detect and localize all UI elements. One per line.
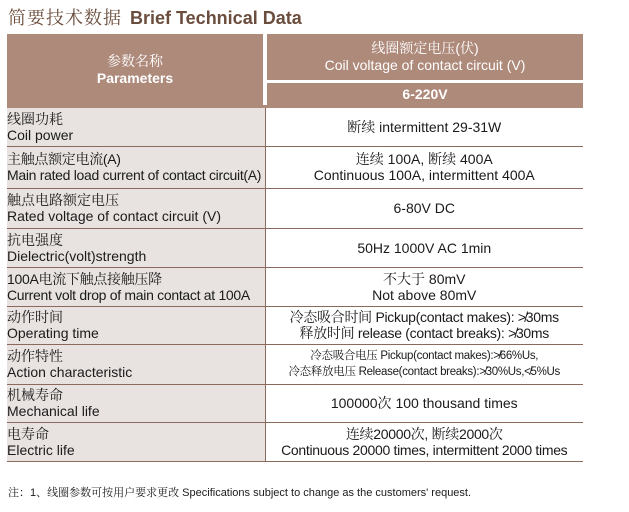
- value-line-1: 100000次 100 thousand times: [330, 395, 518, 411]
- table-row: [7, 384, 583, 422]
- value-line-1: 冷态吸合时间 Pickup(contact makes): ≯30ms: [289, 309, 559, 325]
- parameter-en: Electric life: [7, 441, 75, 458]
- parameter-cell: [7, 267, 265, 306]
- parameter-cn: 线圈功耗: [7, 110, 63, 127]
- parameter-cn: 100A电流下触点接触压降: [7, 270, 162, 287]
- parameter-cn: 电寿命: [7, 425, 49, 442]
- coil-voltage-header-cn: 线圈额定电压(伏): [371, 40, 479, 56]
- value-line-2: 冷态释放电压 Release(contact breaks):≯30%Us,≮5%Us: [288, 366, 560, 378]
- parameter-cn: 主触点额定电流(A): [7, 151, 121, 167]
- value-line-2: 释放时间 release (contact breaks): ≯30ms: [299, 325, 549, 341]
- value-cell: [265, 422, 583, 461]
- value-line-1: 不大于 80mV: [383, 270, 466, 287]
- parameter-cell: [7, 108, 265, 146]
- parameter-cell: [7, 422, 265, 461]
- value-cell: [265, 384, 583, 422]
- parameter-cn: 动作特性: [7, 348, 63, 364]
- table-row: [7, 344, 583, 384]
- title-chinese: 简要技术数据: [8, 8, 122, 28]
- parameter-en: Operating time: [7, 325, 99, 341]
- parameters-header-en: Parameters: [96, 69, 174, 86]
- parameter-en: Action characteristic: [7, 364, 133, 380]
- table-row: [7, 188, 583, 228]
- value-line-1: 断续 intermittent 29-31W: [347, 118, 502, 135]
- parameter-en: Coil power: [7, 126, 74, 143]
- parameter-cn: 机械寿命: [7, 387, 63, 403]
- parameter-cell: [7, 306, 265, 344]
- value-line-1: 50Hz 1000V AC 1min: [357, 239, 492, 256]
- value-cell: [265, 228, 583, 267]
- technical-data-table: [7, 34, 583, 462]
- parameter-cn: 触点电路额定电压: [7, 192, 119, 208]
- value-line-1: 连续 100A, 断续 400A: [355, 151, 493, 167]
- parameter-en: Main rated load current of contact circuit(A): [7, 167, 262, 183]
- parameter-en: Rated voltage of contact circuit (V): [7, 208, 221, 224]
- value-cell: [265, 108, 583, 146]
- footnote: 注：1、线圈参数可按用户要求更改 Specifications subject to change as the customers' request.: [8, 487, 472, 499]
- parameter-en: Dielectric(volt)strength: [7, 247, 147, 264]
- value-cell: [265, 146, 583, 188]
- table-row: [7, 108, 583, 146]
- coil-voltage-header: [265, 34, 583, 82]
- parameter-cn: 动作时间: [7, 309, 63, 325]
- parameter-cell: [7, 146, 265, 188]
- parameter-cell: [7, 344, 265, 384]
- parameter-en: Mechanical life: [7, 403, 100, 419]
- table-row: [7, 422, 583, 461]
- table-row: [7, 306, 583, 344]
- parameter-cell: [7, 188, 265, 228]
- page-title: [8, 4, 302, 30]
- value-line-1: 冷态吸合电压 Pickup(contact makes):≯66%Us,: [310, 350, 539, 362]
- title-english: Brief Technical Data: [130, 8, 302, 28]
- coil-voltage-header-en: Coil voltage of contact circuit (V): [324, 57, 526, 73]
- parameters-header-cn: 参数名称: [107, 52, 163, 69]
- parameter-cell: [7, 384, 265, 422]
- value-cell: [265, 306, 583, 344]
- value-line-2: Continuous 20000 times, intermittent 2000 times: [281, 441, 568, 458]
- value-line-2: Not above 80mV: [372, 286, 477, 303]
- table-row: [7, 267, 583, 306]
- value-cell: [265, 344, 583, 384]
- table-row: [7, 146, 583, 188]
- parameter-cell: [7, 228, 265, 267]
- parameters-header: [7, 34, 265, 105]
- parameter-cn: 抗电强度: [7, 231, 63, 248]
- value-line-1: 6-80V DC: [393, 200, 455, 216]
- value-cell: [265, 267, 583, 306]
- table-row: [7, 228, 583, 267]
- parameter-en: Current volt drop of main contact at 100A: [7, 286, 250, 303]
- value-line-1: 连续20000次, 断续2000次: [345, 425, 503, 442]
- voltage-range-header: 6-220V: [265, 82, 583, 106]
- value-line-2: Continuous 100A, intermittent 400A: [313, 167, 535, 183]
- value-cell: [265, 188, 583, 228]
